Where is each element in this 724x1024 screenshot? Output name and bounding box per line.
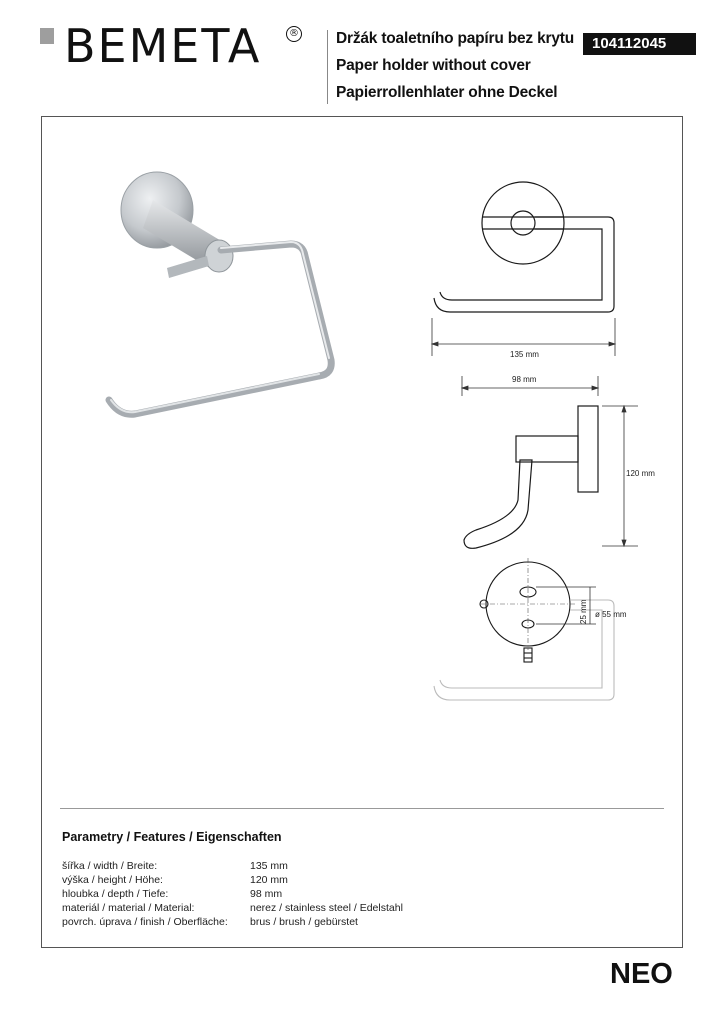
spec-label: hloubka / depth / Tiefe: <box>62 888 169 900</box>
technical-drawings <box>420 170 660 710</box>
hole-spacing-label: 25 mm <box>579 599 588 624</box>
product-photo <box>95 170 355 430</box>
spec-value: brus / brush / gebürstet <box>250 916 358 928</box>
title-czech: Držák toaletního papíru bez krytu <box>336 30 574 47</box>
brand-logo: BEMETA <box>64 19 262 73</box>
features-heading: Parametry / Features / Eigenschaften <box>62 830 282 844</box>
depth-dimension-label: 98 mm <box>512 375 537 384</box>
spec-label: materiál / material / Material: <box>62 902 195 914</box>
height-dimension-label: 120 mm <box>626 469 655 478</box>
spec-label: výška / height / Höhe: <box>62 874 163 886</box>
spec-value: 120 mm <box>250 874 288 886</box>
spec-value: 98 mm <box>250 888 283 900</box>
logo-mark <box>40 28 54 44</box>
product-code-badge: 104112045 <box>583 33 696 55</box>
front-view <box>434 182 614 312</box>
registered-mark: ® <box>286 26 302 42</box>
header-divider <box>327 30 328 104</box>
spec-value: 135 mm <box>250 860 288 872</box>
spec-label: povrch. úprava / finish / Oberfläche: <box>62 916 228 928</box>
post-end <box>205 240 233 272</box>
rosette-diameter-label: ø 55 mm <box>595 610 627 619</box>
series-name: NEO <box>610 958 673 990</box>
width-dimension-label: 135 mm <box>510 350 539 359</box>
spec-label: šířka / width / Breite: <box>62 860 158 872</box>
title-german: Papierrollenhlater ohne Deckel <box>336 84 558 101</box>
spec-value: nerez / stainless steel / Edelstahl <box>250 902 403 914</box>
side-view <box>464 406 598 548</box>
section-divider <box>60 808 664 809</box>
title-english: Paper holder without cover <box>336 57 531 74</box>
mounting-centerlines <box>480 558 576 650</box>
mounting-view <box>480 562 570 662</box>
